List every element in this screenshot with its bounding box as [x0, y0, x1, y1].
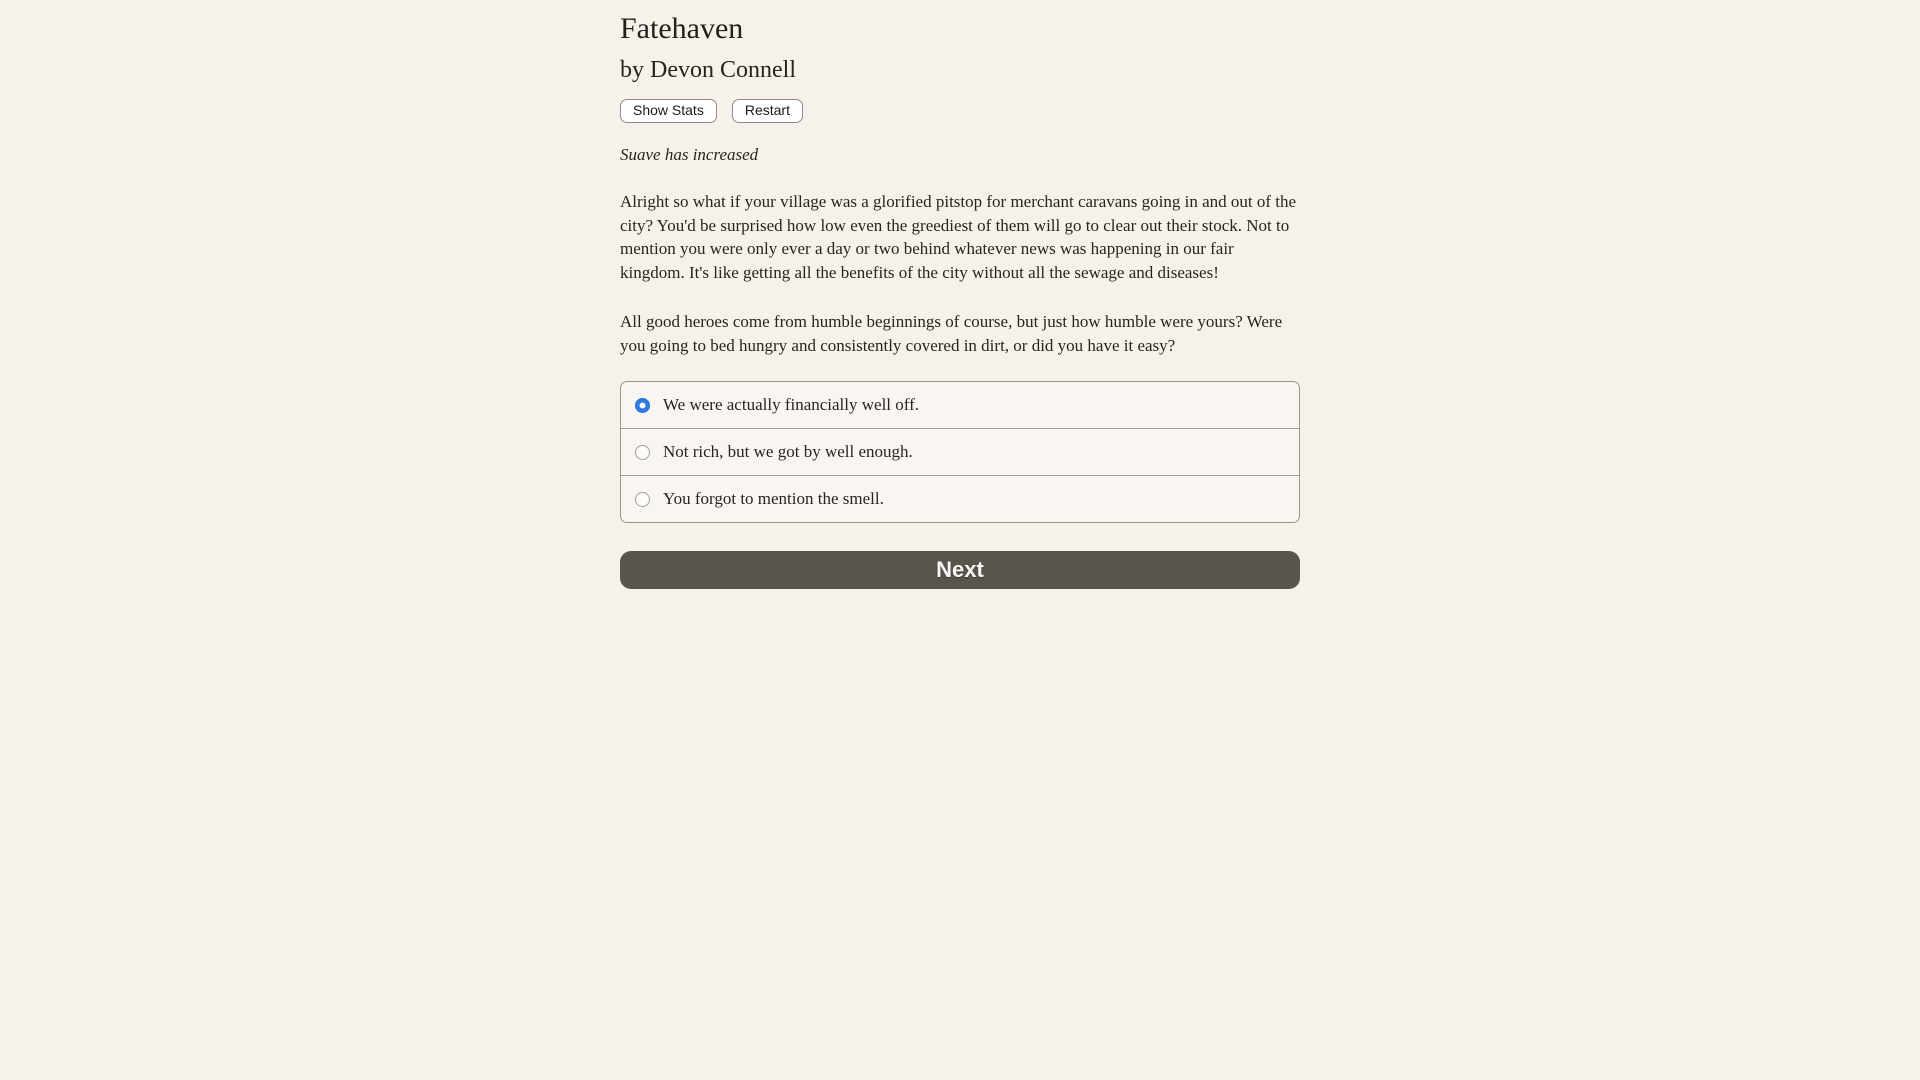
- choice-option-label: Not rich, but we got by well enough.: [663, 442, 913, 461]
- radio-button-icon[interactable]: [635, 492, 650, 507]
- stat-change-notice: Suave has increased: [620, 145, 759, 164]
- content-column: [620, 0, 1300, 589]
- choice-option-label: We were actually financially well off.: [663, 395, 920, 414]
- toolbar: [620, 99, 1300, 123]
- choice-option-1[interactable]: [621, 382, 1299, 428]
- story-paragraph: All good heroes come from humble beginnings of course, but just how humble were yours? Were you going to bed hungry and consistently covered in dirt, or did you have it easy?: [620, 312, 1283, 355]
- game-author: by Devon Connell: [620, 57, 796, 83]
- game-title: Fatehaven: [620, 12, 744, 45]
- choice-option-3[interactable]: [621, 475, 1299, 522]
- choice-group: [620, 381, 1300, 523]
- story-paragraph: Alright so what if your village was a glorified pitstop for merchant caravans going in and out of the city? You'd be surprised how low even the greediest of them will go to clear out their stock. Not to mention you were only ever a day or two behind whatever news was happening in our fair kingdom. It's like getting all the benefits of the city without all the sewage and diseases!: [620, 192, 1297, 282]
- choice-option-2[interactable]: [621, 428, 1299, 475]
- radio-button-icon[interactable]: [635, 398, 650, 413]
- restart-button[interactable]: Restart: [732, 99, 803, 123]
- next-button[interactable]: Next: [620, 551, 1300, 589]
- radio-button-icon[interactable]: [635, 445, 650, 460]
- choice-option-label: You forgot to mention the smell.: [663, 489, 884, 508]
- show-stats-button[interactable]: Show Stats: [620, 99, 717, 123]
